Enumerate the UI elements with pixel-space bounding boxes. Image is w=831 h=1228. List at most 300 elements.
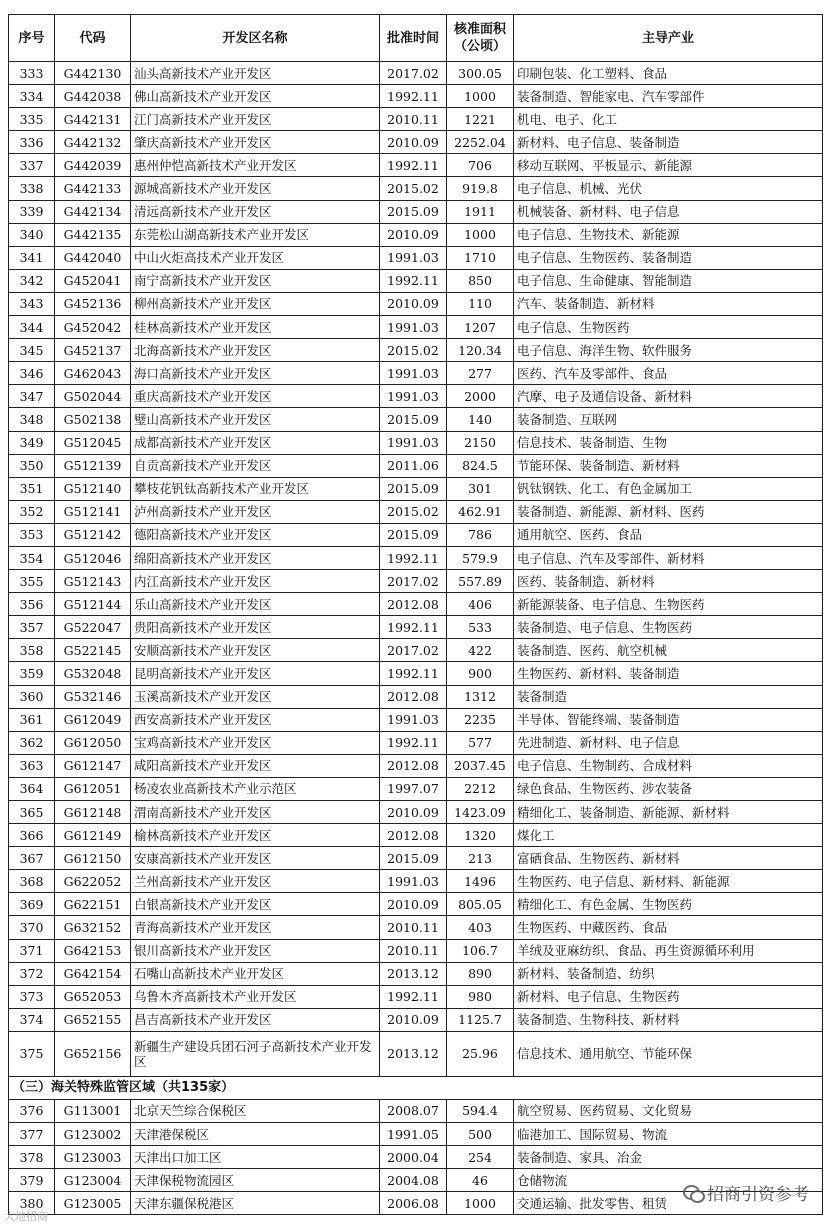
table-row (9, 962, 823, 985)
cell-seq: 366 (9, 824, 55, 847)
table-row (9, 1008, 823, 1031)
cell-date: 2012.08 (380, 754, 447, 777)
cell-industry: 半导体、智能终端、装备制造 (514, 708, 823, 731)
cell-name: 杨凌农业高新技术产业示范区 (131, 777, 380, 800)
cell-date: 2015.02 (380, 177, 447, 200)
cell-code: G522047 (55, 616, 131, 639)
table-row (9, 1099, 823, 1122)
cell-name: 天津出口加工区 (131, 1146, 380, 1169)
cell-industry: 电子信息、海洋生物、软件服务 (514, 339, 823, 362)
cell-name: 攀枝花钒钛高新技术产业开发区 (131, 477, 380, 500)
cell-industry: 装备制造、互联网 (514, 408, 823, 431)
cell-industry: 电子信息、生物制药、合成材料 (514, 754, 823, 777)
cell-area: 1423.09 (447, 801, 514, 824)
table-row (9, 1031, 823, 1076)
cell-date: 2010.11 (380, 108, 447, 131)
watermark (683, 1180, 809, 1205)
cell-date: 1991.03 (380, 708, 447, 731)
cell-industry: 绿色食品、生物医药、涉农装备 (514, 777, 823, 800)
cell-code: G612147 (55, 754, 131, 777)
table-row (9, 708, 823, 731)
cell-seq: 376 (9, 1099, 55, 1122)
cell-seq: 360 (9, 685, 55, 708)
cell-code: G123002 (55, 1123, 131, 1146)
cell-code: G462043 (55, 362, 131, 385)
cell-seq: 379 (9, 1169, 55, 1192)
cell-date: 2004.08 (380, 1169, 447, 1192)
cell-name: 乐山高新技术产业开发区 (131, 593, 380, 616)
cell-industry: 装备制造、家具、冶金 (514, 1146, 823, 1169)
cell-code: G452041 (55, 269, 131, 292)
cell-name: 中山火炬高技术产业开发区 (131, 246, 380, 269)
cell-name: 新疆生产建设兵团石河子高新技术产业开发区 (131, 1031, 380, 1076)
table-row (9, 1123, 823, 1146)
header-seq: 序号 (9, 15, 55, 62)
cell-seq: 353 (9, 523, 55, 546)
cell-area: 2150 (447, 431, 514, 454)
cell-seq: 343 (9, 292, 55, 315)
cell-date: 2015.09 (380, 847, 447, 870)
cell-industry: 装备制造 (514, 685, 823, 708)
cell-name: 银川高新技术产业开发区 (131, 939, 380, 962)
cell-name: 乌鲁木齐高新技术产业开发区 (131, 985, 380, 1008)
table-row (9, 362, 823, 385)
table-row (9, 731, 823, 754)
cell-date: 1991.03 (380, 870, 447, 893)
cell-name: 南宁高新技术产业开发区 (131, 269, 380, 292)
table-row (9, 454, 823, 477)
cell-industry: 新能源装备、电子信息、生物医药 (514, 593, 823, 616)
cell-code: G452137 (55, 339, 131, 362)
cell-area: 706 (447, 154, 514, 177)
cell-name: 榆林高新技术产业开发区 (131, 824, 380, 847)
header-code: 代码 (55, 15, 131, 62)
cell-date: 1991.05 (380, 1123, 447, 1146)
cell-seq: 378 (9, 1146, 55, 1169)
development-zone-table (8, 14, 823, 1215)
cell-name: 安顺高新技术产业开发区 (131, 639, 380, 662)
cell-date: 2010.09 (380, 1008, 447, 1031)
table-row (9, 85, 823, 108)
cell-industry: 装备制造、新能源、新材料、医药 (514, 500, 823, 523)
cell-date: 2013.12 (380, 962, 447, 985)
cell-industry: 通用航空、医药、食品 (514, 523, 823, 546)
table-body-tall (9, 1031, 823, 1099)
cell-code: G512045 (55, 431, 131, 454)
cell-area: 919.8 (447, 177, 514, 200)
cell-seq: 347 (9, 385, 55, 408)
cell-seq: 345 (9, 339, 55, 362)
cell-area: 110 (447, 292, 514, 315)
cell-code: G612050 (55, 731, 131, 754)
cell-area: 1320 (447, 824, 514, 847)
table-row (9, 154, 823, 177)
table-row (9, 223, 823, 246)
cell-industry: 新材料、电子信息、生物医药 (514, 985, 823, 1008)
cell-name: 汕头高新技术产业开发区 (131, 62, 380, 85)
cell-code: G632152 (55, 916, 131, 939)
table-row (9, 570, 823, 593)
cell-code: G123004 (55, 1169, 131, 1192)
table-row (9, 408, 823, 431)
cell-date: 1992.11 (380, 546, 447, 569)
cell-seq: 370 (9, 916, 55, 939)
cell-date: 1992.11 (380, 731, 447, 754)
cell-date: 2000.04 (380, 1146, 447, 1169)
cell-date: 1991.03 (380, 431, 447, 454)
cell-date: 2011.06 (380, 454, 447, 477)
header-row (9, 15, 823, 62)
cell-area: 500 (447, 1123, 514, 1146)
cell-date: 2012.08 (380, 593, 447, 616)
cell-date: 1997.07 (380, 777, 447, 800)
cell-industry: 机电、电子、化工 (514, 108, 823, 131)
cell-name: 青海高新技术产业开发区 (131, 916, 380, 939)
cell-industry: 先进制造、新材料、电子信息 (514, 731, 823, 754)
cell-name: 天津保税物流园区 (131, 1169, 380, 1192)
cell-seq: 372 (9, 962, 55, 985)
cell-seq: 362 (9, 731, 55, 754)
cell-area: 786 (447, 523, 514, 546)
cell-code: G652053 (55, 985, 131, 1008)
cell-industry: 电子信息、机械、光伏 (514, 177, 823, 200)
cell-area: 1312 (447, 685, 514, 708)
cell-code: G532146 (55, 685, 131, 708)
cell-date: 2015.02 (380, 339, 447, 362)
cell-date: 2008.07 (380, 1099, 447, 1122)
cell-name: 德阳高新技术产业开发区 (131, 523, 380, 546)
cell-seq: 352 (9, 500, 55, 523)
table-body-hightech (9, 62, 823, 1032)
cell-industry: 移动互联网、平板显示、新能源 (514, 154, 823, 177)
cell-date: 2010.09 (380, 893, 447, 916)
cell-code: G652156 (55, 1031, 131, 1076)
cell-area: 1496 (447, 870, 514, 893)
table-row (9, 801, 823, 824)
cell-name: 天津东疆保税港区 (131, 1192, 380, 1215)
cell-seq: 346 (9, 362, 55, 385)
cell-code: G512140 (55, 477, 131, 500)
cell-name: 咸阳高新技术产业开发区 (131, 754, 380, 777)
cell-area: 120.34 (447, 339, 514, 362)
cell-date: 2015.09 (380, 477, 447, 500)
cell-seq: 333 (9, 62, 55, 85)
cell-code: G612148 (55, 801, 131, 824)
cell-code: G652155 (55, 1008, 131, 1031)
cell-name: 佛山高新技术产业开发区 (131, 85, 380, 108)
table-row (9, 593, 823, 616)
cell-name: 内江高新技术产业开发区 (131, 570, 380, 593)
cell-date: 1991.03 (380, 246, 447, 269)
cell-industry: 医药、汽车及零部件、食品 (514, 362, 823, 385)
table-row (9, 292, 823, 315)
header-name: 开发区名称 (131, 15, 380, 62)
cell-industry: 交通运输、批发零售、租赁 (514, 1192, 823, 1215)
cell-code: G522145 (55, 639, 131, 662)
cell-area: 254 (447, 1146, 514, 1169)
cell-seq: 334 (9, 85, 55, 108)
cell-date: 2015.09 (380, 200, 447, 223)
cell-date: 2015.09 (380, 523, 447, 546)
cell-name: 昆明高新技术产业开发区 (131, 662, 380, 685)
section-row (9, 1076, 823, 1099)
cell-area: 900 (447, 662, 514, 685)
table-row (9, 177, 823, 200)
cell-seq: 349 (9, 431, 55, 454)
cell-industry: 生物医药、中藏医药、食品 (514, 916, 823, 939)
table-row (9, 131, 823, 154)
cell-seq: 356 (9, 593, 55, 616)
cell-name: 柳州高新技术产业开发区 (131, 292, 380, 315)
cell-name: 海口高新技术产业开发区 (131, 362, 380, 385)
cell-code: G512143 (55, 570, 131, 593)
cell-name: 昌吉高新技术产业开发区 (131, 1008, 380, 1031)
cell-area: 403 (447, 916, 514, 939)
cell-area: 805.05 (447, 893, 514, 916)
cell-code: G442132 (55, 131, 131, 154)
cell-area: 2037.45 (447, 754, 514, 777)
cell-code: G123005 (55, 1192, 131, 1215)
cell-industry: 电子信息、汽车及零部件、新材料 (514, 546, 823, 569)
cell-area: 2212 (447, 777, 514, 800)
cell-code: G612051 (55, 777, 131, 800)
cell-date: 2010.09 (380, 292, 447, 315)
cell-code: G642154 (55, 962, 131, 985)
table-row (9, 200, 823, 223)
cell-area: 824.5 (447, 454, 514, 477)
cell-date: 2017.02 (380, 639, 447, 662)
cell-code: G442038 (55, 85, 131, 108)
cell-area: 1911 (447, 200, 514, 223)
cell-area: 213 (447, 847, 514, 870)
cell-area: 46 (447, 1169, 514, 1192)
cell-name: 渭南高新技术产业开发区 (131, 801, 380, 824)
cell-code: G113001 (55, 1099, 131, 1122)
cell-industry: 羊绒及亚麻纺织、食品、再生资源循环利用 (514, 939, 823, 962)
cell-seq: 351 (9, 477, 55, 500)
cell-code: G442133 (55, 177, 131, 200)
cell-industry: 临港加工、国际贸易、物流 (514, 1123, 823, 1146)
table-row (9, 939, 823, 962)
cell-code: G622052 (55, 870, 131, 893)
cell-name: 北海高新技术产业开发区 (131, 339, 380, 362)
table-row (9, 385, 823, 408)
cell-area: 579.9 (447, 546, 514, 569)
cell-area: 1000 (447, 223, 514, 246)
table-row (9, 847, 823, 870)
cell-seq: 380 (9, 1192, 55, 1215)
cell-area: 577 (447, 731, 514, 754)
cell-date: 1992.11 (380, 269, 447, 292)
cell-area: 300.05 (447, 62, 514, 85)
cell-date: 2017.02 (380, 570, 447, 593)
cell-code: G512139 (55, 454, 131, 477)
cell-name: 天津港保税区 (131, 1123, 380, 1146)
cell-date: 2013.12 (380, 1031, 447, 1076)
cell-code: G612150 (55, 847, 131, 870)
cell-area: 25.96 (447, 1031, 514, 1076)
table-row (9, 824, 823, 847)
cell-industry: 钒钛钢铁、化工、有色金属加工 (514, 477, 823, 500)
cell-area: 106.7 (447, 939, 514, 962)
cell-name: 江门高新技术产业开发区 (131, 108, 380, 131)
cell-name: 肇庆高新技术产业开发区 (131, 131, 380, 154)
cell-seq: 348 (9, 408, 55, 431)
cell-name: 东莞松山湖高新技术产业开发区 (131, 223, 380, 246)
cell-name: 石嘴山高新技术产业开发区 (131, 962, 380, 985)
table-row (9, 1146, 823, 1169)
cell-name: 重庆高新技术产业开发区 (131, 385, 380, 408)
cell-industry: 煤化工 (514, 824, 823, 847)
cell-code: G442039 (55, 154, 131, 177)
cell-area: 980 (447, 985, 514, 1008)
cell-area: 1221 (447, 108, 514, 131)
cell-code: G622151 (55, 893, 131, 916)
cell-industry: 电子信息、生物医药 (514, 316, 823, 339)
wechat-icon (683, 1185, 703, 1201)
table-row (9, 269, 823, 292)
cell-industry: 装备制造、智能家电、汽车零部件 (514, 85, 823, 108)
cell-name: 泸州高新技术产业开发区 (131, 500, 380, 523)
table-row (9, 477, 823, 500)
cell-code: G512141 (55, 500, 131, 523)
table-row (9, 500, 823, 523)
cell-code: G442134 (55, 200, 131, 223)
cell-name: 自贡高新技术产业开发区 (131, 454, 380, 477)
header-area (447, 15, 514, 62)
cell-seq: 364 (9, 777, 55, 800)
table-row (9, 431, 823, 454)
cell-area: 1125.7 (447, 1008, 514, 1031)
cell-industry: 信息技术、通用航空、节能环保 (514, 1031, 823, 1076)
table-row (9, 62, 823, 85)
cell-date: 1992.11 (380, 616, 447, 639)
cell-seq: 340 (9, 223, 55, 246)
cell-name: 北京天竺综合保税区 (131, 1099, 380, 1122)
cell-industry: 电子信息、生物技术、新能源 (514, 223, 823, 246)
cell-area: 1710 (447, 246, 514, 269)
cell-area: 301 (447, 477, 514, 500)
cell-industry: 医药、装备制造、新材料 (514, 570, 823, 593)
cell-seq: 339 (9, 200, 55, 223)
cell-industry: 信息技术、装备制造、生物 (514, 431, 823, 454)
cell-industry: 新材料、装备制造、纺织 (514, 962, 823, 985)
cell-seq: 374 (9, 1008, 55, 1031)
corner-mark: 大地招商 (4, 1210, 48, 1223)
cell-seq: 367 (9, 847, 55, 870)
cell-name: 桂林高新技术产业开发区 (131, 316, 380, 339)
cell-area: 850 (447, 269, 514, 292)
cell-industry: 装备制造、生物科技、新材料 (514, 1008, 823, 1031)
table-row (9, 246, 823, 269)
table-row (9, 893, 823, 916)
header-industry: 主导产业 (514, 15, 823, 62)
cell-name: 西安高新技术产业开发区 (131, 708, 380, 731)
cell-area: 557.89 (447, 570, 514, 593)
cell-code: G502138 (55, 408, 131, 431)
cell-industry: 汽摩、电子及通信设备、新材料 (514, 385, 823, 408)
cell-date: 1991.03 (380, 316, 447, 339)
cell-area: 2252.04 (447, 131, 514, 154)
cell-code: G452042 (55, 316, 131, 339)
cell-date: 2012.08 (380, 824, 447, 847)
cell-seq: 338 (9, 177, 55, 200)
cell-seq: 371 (9, 939, 55, 962)
cell-seq: 354 (9, 546, 55, 569)
cell-area: 533 (447, 616, 514, 639)
cell-seq: 369 (9, 893, 55, 916)
cell-code: G442130 (55, 62, 131, 85)
cell-code: G532048 (55, 662, 131, 685)
cell-seq: 342 (9, 269, 55, 292)
cell-seq: 336 (9, 131, 55, 154)
cell-seq: 373 (9, 985, 55, 1008)
cell-industry: 富硒食品、生物医药、新材料 (514, 847, 823, 870)
table-row (9, 523, 823, 546)
cell-date: 2015.02 (380, 500, 447, 523)
cell-industry: 机械装备、新材料、电子信息 (514, 200, 823, 223)
section-title: （三）海关特殊监管区域（共135家） (9, 1076, 823, 1099)
cell-seq: 361 (9, 708, 55, 731)
cell-industry: 电子信息、生命健康、智能制造 (514, 269, 823, 292)
cell-area: 406 (447, 593, 514, 616)
cell-date: 1992.11 (380, 154, 447, 177)
table-row (9, 339, 823, 362)
cell-date: 1992.11 (380, 662, 447, 685)
header-date: 批准时间 (380, 15, 447, 62)
cell-seq: 355 (9, 570, 55, 593)
cell-date: 2015.09 (380, 408, 447, 431)
table-row (9, 754, 823, 777)
cell-seq: 368 (9, 870, 55, 893)
cell-date: 2017.02 (380, 62, 447, 85)
cell-area: 277 (447, 362, 514, 385)
cell-industry: 电子信息、生物医药、装备制造 (514, 246, 823, 269)
table-row (9, 685, 823, 708)
cell-industry: 仓储物流 (514, 1169, 823, 1192)
table-row (9, 916, 823, 939)
cell-industry: 节能环保、装备制造、新材料 (514, 454, 823, 477)
cell-date: 2010.11 (380, 939, 447, 962)
cell-industry: 新材料、电子信息、装备制造 (514, 131, 823, 154)
cell-name: 璧山高新技术产业开发区 (131, 408, 380, 431)
cell-name: 绵阳高新技术产业开发区 (131, 546, 380, 569)
cell-code: G512144 (55, 593, 131, 616)
table-row (9, 316, 823, 339)
cell-code: G512142 (55, 523, 131, 546)
cell-seq: 365 (9, 801, 55, 824)
cell-industry: 生物医药、新材料、装备制造 (514, 662, 823, 685)
cell-date: 2010.09 (380, 801, 447, 824)
table-row (9, 985, 823, 1008)
header-area-text: 核准面积（公顷） (453, 22, 506, 54)
cell-code: G502044 (55, 385, 131, 408)
cell-area: 1000 (447, 85, 514, 108)
cell-name: 宝鸡高新技术产业开发区 (131, 731, 380, 754)
table-row (9, 616, 823, 639)
cell-date: 2010.09 (380, 223, 447, 246)
cell-area: 1207 (447, 316, 514, 339)
cell-name: 贵阳高新技术产业开发区 (131, 616, 380, 639)
cell-date: 1991.03 (380, 385, 447, 408)
cell-code: G442131 (55, 108, 131, 131)
cell-date: 1992.11 (380, 985, 447, 1008)
cell-seq: 377 (9, 1123, 55, 1146)
cell-code: G642153 (55, 939, 131, 962)
table-row (9, 777, 823, 800)
cell-area: 2000 (447, 385, 514, 408)
cell-name: 白银高新技术产业开发区 (131, 893, 380, 916)
